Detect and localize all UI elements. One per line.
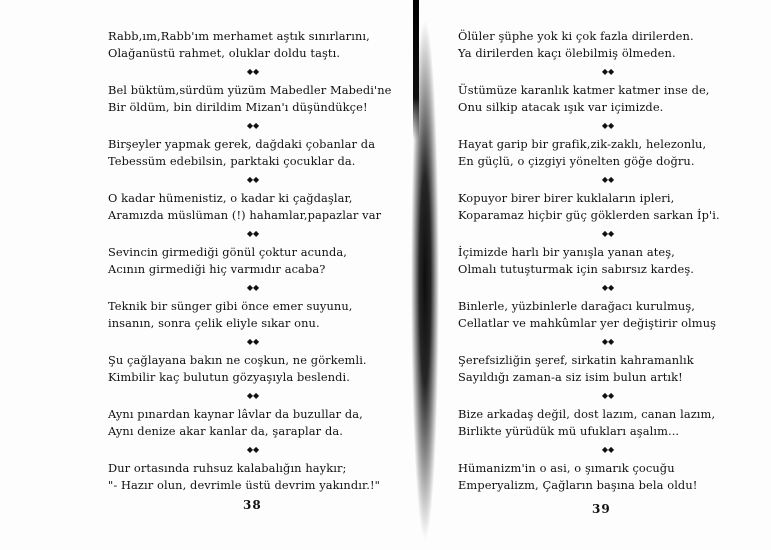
verse-line: En güçlü, o çizgiyi yönelten göğe doğru. xyxy=(458,154,695,168)
stanza-separator: ◆◆ xyxy=(246,175,260,184)
stanza xyxy=(458,244,758,278)
stanza xyxy=(458,460,758,494)
page-number-right: 39 xyxy=(592,502,611,516)
stanza xyxy=(108,352,398,386)
verse-line: Aynı denize akar kanlar da, şaraplar da. xyxy=(108,424,343,438)
verse-line: Şu çağlayana bakın ne coşkun, ne görkemli. xyxy=(108,353,367,367)
stanza xyxy=(458,352,758,386)
stanza xyxy=(458,136,758,170)
verse-line: Sevincin girmediği gönül çoktur acunda, xyxy=(108,245,347,259)
verse-line: Ya dirilerden kaçı ölebilmiş ölmeden. xyxy=(458,46,676,60)
stanza xyxy=(108,190,398,224)
verse-line: Hümanizm'in o asi, o şımarık çocuğu xyxy=(458,461,675,475)
stanza-separator: ◆◆ xyxy=(601,175,615,184)
stanza-separator: ◆◆ xyxy=(601,283,615,292)
right-page xyxy=(458,28,758,494)
stanza-separator: ◆◆ xyxy=(601,445,615,454)
verse-line: Birşeyler yapmak gerek, dağdaki çobanlar da xyxy=(108,137,376,151)
verse-line: Onu silkip atacak ışık var içimizde. xyxy=(458,100,664,114)
verse-line: Rabb,ım,Rabb'ım merhamet aştık sınırlarını, xyxy=(108,29,370,43)
page-number-left: 38 xyxy=(243,498,262,512)
stanza xyxy=(458,82,758,116)
verse-line: Bize arkadaş değil, dost lazım, canan lazım, xyxy=(458,407,716,421)
verse-line: Aramızda müslüman (!) hahamlar,papazlar var xyxy=(108,208,382,222)
stanza-separator: ◆◆ xyxy=(246,67,260,76)
left-page xyxy=(108,28,398,494)
stanza xyxy=(108,136,398,170)
verse-line: Hayat garip bir grafik,zik-zaklı, helezonlu, xyxy=(458,137,707,151)
verse-line: Ölüler şüphe yok ki çok fazla dirilerden. xyxy=(458,29,694,43)
verse-line: "- Hazır olun, devrimle üstü devrim yakındır.!" xyxy=(108,478,380,492)
verse-line: Bir öldüm, bin dirildim Mizan'ı düşündükçe! xyxy=(108,100,368,114)
verse-line: Bel büktüm,sürdüm yüzüm Mabedler Mabedi'ne xyxy=(108,83,392,97)
verse-line: Sayıldığı zaman-a siz isim bulun artık! xyxy=(458,370,683,384)
stanza-separator: ◆◆ xyxy=(601,121,615,130)
stanza-separator: ◆◆ xyxy=(601,337,615,346)
verse-line: Teknik bir sünger gibi önce emer suyunu, xyxy=(108,299,353,313)
verse-line: Acının girmediği hiç varmıdır acaba? xyxy=(108,262,326,276)
verse-line: Aynı pınardan kaynar lâvlar da buzullar da, xyxy=(108,407,363,421)
verse-line: Tebessüm edebilsin, parktaki çocuklar da. xyxy=(108,154,356,168)
stanza-separator: ◆◆ xyxy=(246,391,260,400)
verse-line: Olmalı tutuşturmak için sabırsız kardeş. xyxy=(458,262,695,276)
verse-line: Kopuyor birer birer kuklaların ipleri, xyxy=(458,191,675,205)
stanza-separator: ◆◆ xyxy=(601,391,615,400)
book-gutter-line xyxy=(413,0,419,140)
stanza xyxy=(108,28,398,62)
verse-line: Koparamaz hiçbir güç göklerden sarkan İp'i. xyxy=(458,208,720,222)
stanza-separator: ◆◆ xyxy=(601,67,615,76)
stanza-separator: ◆◆ xyxy=(246,283,260,292)
stanza-separator: ◆◆ xyxy=(246,121,260,130)
stanza-separator: ◆◆ xyxy=(601,229,615,238)
verse-line: insanın, sonra çelik eliyle sıkar onu. xyxy=(108,316,320,330)
verse-line: Emperyalizm, Çağların başına bela oldu! xyxy=(458,478,698,492)
verse-line: Olağanüstü rahmet, oluklar doldu taştı. xyxy=(108,46,341,60)
stanza-separator: ◆◆ xyxy=(246,445,260,454)
verse-line: Birlikte yürüdük mü ufukları aşalım... xyxy=(458,424,680,438)
stanza xyxy=(108,406,398,440)
verse-line: Cellatlar ve mahkûmlar yer değiştirir olmuş xyxy=(458,316,717,330)
stanza xyxy=(108,460,398,494)
verse-line: Üstümüze karanlık katmer katmer inse de, xyxy=(458,83,710,97)
stanza xyxy=(108,82,398,116)
verse-line: Binlerle, yüzbinlerle darağacı kurulmuş, xyxy=(458,299,695,313)
book-gutter-shadow xyxy=(405,0,445,550)
verse-line: Kimbilir kaç bulutun gözyaşıyla beslendi. xyxy=(108,370,351,384)
verse-line: O kadar hümenistiz, o kadar ki çağdaşlar, xyxy=(108,191,353,205)
stanza xyxy=(458,298,758,332)
stanza xyxy=(108,298,398,332)
stanza-separator: ◆◆ xyxy=(246,229,260,238)
stanza xyxy=(458,28,758,62)
stanza xyxy=(458,406,758,440)
stanza xyxy=(108,244,398,278)
verse-line: İçimizde harlı bir yanışla yanan ateş, xyxy=(458,245,675,259)
stanza-separator: ◆◆ xyxy=(246,337,260,346)
stanza xyxy=(458,190,758,224)
verse-line: Şerefsizliğin şeref, sirkatin kahramanlık xyxy=(458,353,694,367)
verse-line: Dur ortasında ruhsuz kalabalığın haykır; xyxy=(108,461,347,475)
